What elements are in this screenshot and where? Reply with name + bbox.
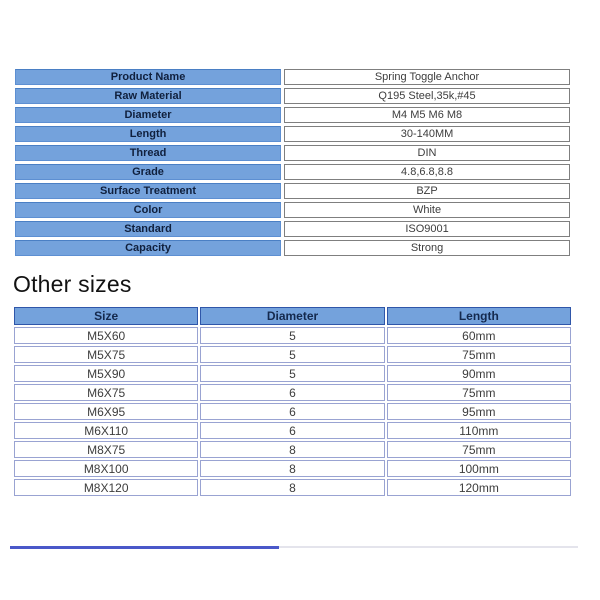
spec-value: 30-140MM [284,126,570,142]
length-cell: 110mm [387,422,571,439]
table-row [14,403,571,420]
table-row [15,88,570,104]
length-cell: 75mm [387,384,571,401]
table-row [15,69,570,85]
diameter-cell: 5 [200,327,384,344]
spec-label: Standard [15,221,281,237]
length-cell: 60mm [387,327,571,344]
spec-value: Q195 Steel,35k,#45 [284,88,570,104]
length-cell: 75mm [387,441,571,458]
size-cell: M5X60 [14,327,198,344]
table-row [15,240,570,256]
other-sizes-table [12,305,573,498]
table-row [15,145,570,161]
table-row [15,126,570,142]
diameter-cell: 8 [200,441,384,458]
size-cell: M5X90 [14,365,198,382]
spec-label: Thread [15,145,281,161]
spec-value: DIN [284,145,570,161]
table-row [15,202,570,218]
spec-label: Length [15,126,281,142]
column-header-diameter: Diameter [200,307,384,325]
diameter-cell: 5 [200,346,384,363]
table-row [14,365,571,382]
diameter-cell: 5 [200,365,384,382]
diameter-cell: 6 [200,422,384,439]
spec-label: Capacity [15,240,281,256]
table-row [15,183,570,199]
product-spec-table [12,66,573,259]
table-row [14,327,571,344]
size-cell: M8X100 [14,460,198,477]
size-cell: M8X75 [14,441,198,458]
size-cell: M6X95 [14,403,198,420]
spec-value: ISO9001 [284,221,570,237]
spec-label: Product Name [15,69,281,85]
divider-blue-segment [10,546,279,549]
length-cell: 100mm [387,460,571,477]
size-cell: M8X120 [14,479,198,496]
size-cell: M6X75 [14,384,198,401]
divider-gray-segment [279,546,578,548]
spec-value: Spring Toggle Anchor [284,69,570,85]
table-row [15,164,570,180]
table-row [14,479,571,496]
spec-value: 4.8,6.8,8.8 [284,164,570,180]
spec-label: Color [15,202,281,218]
length-cell: 75mm [387,346,571,363]
table-row [15,107,570,123]
table-row [14,384,571,401]
spec-label: Grade [15,164,281,180]
diameter-cell: 8 [200,460,384,477]
diameter-cell: 8 [200,479,384,496]
length-cell: 90mm [387,365,571,382]
table-row [14,441,571,458]
table-header-row [14,307,571,325]
table-row [15,221,570,237]
spec-label: Raw Material [15,88,281,104]
bottom-divider [10,545,578,549]
size-cell: M6X110 [14,422,198,439]
spec-label: Diameter [15,107,281,123]
spec-value: M4 M5 M6 M8 [284,107,570,123]
column-header-size: Size [14,307,198,325]
spec-label: Surface Treatment [15,183,281,199]
table-row [14,346,571,363]
table-row [14,460,571,477]
diameter-cell: 6 [200,384,384,401]
diameter-cell: 6 [200,403,384,420]
spec-value: BZP [284,183,570,199]
other-sizes-heading: Other sizes [13,271,132,297]
length-cell: 120mm [387,479,571,496]
spec-value: Strong [284,240,570,256]
size-cell: M5X75 [14,346,198,363]
table-row [14,422,571,439]
spec-value: White [284,202,570,218]
column-header-length: Length [387,307,571,325]
length-cell: 95mm [387,403,571,420]
